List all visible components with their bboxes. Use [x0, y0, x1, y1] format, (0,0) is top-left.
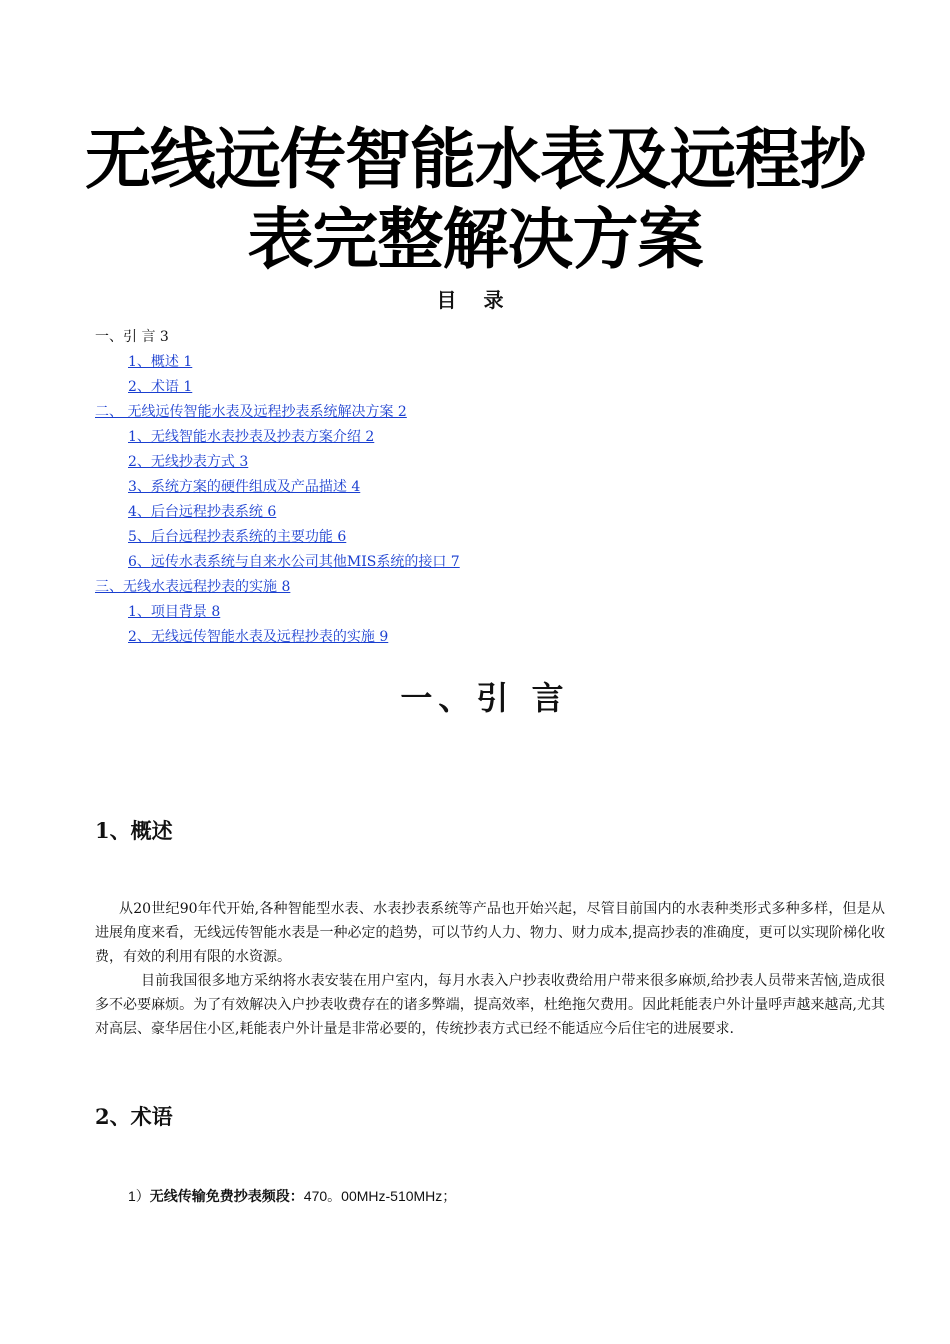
toc-link[interactable]: 4、后台远程抄表系统 6 — [128, 504, 277, 520]
toc-link[interactable]: 5、后台远程抄表系统的主要功能 6 — [128, 529, 347, 545]
toc-item-solution[interactable] — [95, 400, 875, 425]
toc-link[interactable]: 1、概述 1 — [128, 354, 193, 370]
toc-item-label: 一、引 言 3 — [95, 329, 169, 345]
toc-item-terms[interactable] — [95, 375, 875, 400]
toc-item-implementation[interactable] — [95, 575, 875, 600]
toc-link[interactable]: 三、无线水表远程抄表的实施 8 — [95, 579, 291, 595]
toc-link[interactable]: 2、术语 1 — [128, 379, 193, 395]
document-title: 无线远传智能水表及远程抄表完整解决方案 — [85, 121, 865, 278]
term-label: 无线传输免费抄表频段： — [149, 1189, 304, 1205]
toc-link[interactable]: 1、项目背景 8 — [128, 604, 221, 620]
toc-item-backend-functions[interactable] — [95, 525, 875, 550]
toc-link[interactable]: 3、系统方案的硬件组成及产品描述 4 — [128, 479, 361, 495]
term-item — [128, 1185, 456, 1208]
toc-item-background[interactable] — [95, 600, 875, 625]
toc-item-mis-interface[interactable] — [95, 550, 875, 575]
subsection-heading-overview: 1、概述 — [95, 818, 173, 843]
subsection-heading-terms: 2、术语 — [95, 1104, 173, 1129]
toc-item-wireless-method[interactable] — [95, 450, 875, 475]
toc-heading: 目 录 — [436, 288, 514, 312]
toc-item-implementation-detail[interactable] — [95, 625, 875, 650]
toc-link[interactable]: 1、无线智能水表抄表及抄表方案介绍 2 — [128, 429, 375, 445]
term-prefix: 1） — [128, 1188, 150, 1204]
toc-item-overview[interactable] — [95, 350, 875, 375]
toc-link[interactable]: 2、无线抄表方式 3 — [128, 454, 249, 470]
term-value: 470。00MHz-510MHz； — [303, 1188, 457, 1204]
toc-link[interactable]: 二、 无线远传智能水表及远程抄表系统解决方案 2 — [95, 404, 407, 420]
toc-item-hardware[interactable] — [95, 475, 875, 500]
paragraph-overview-1: 从20世纪90年代开始,各种智能型水表、水表抄表系统等产品也开始兴起，尽管目前国内的水表种类形式多种多样，但是从进展角度来看，无线远传智能水表是一种必定的趋势，可以节约人力、物力、财力成本,提高抄表的准确度，更可以实现阶梯化收费，有效的利用有限的水资源。 — [95, 901, 885, 965]
table-of-contents — [95, 325, 875, 650]
toc-item-solution-intro[interactable] — [95, 425, 875, 450]
toc-item-backend-system[interactable] — [95, 500, 875, 525]
toc-link[interactable]: 2、无线远传智能水表及远程抄表的实施 9 — [128, 629, 389, 645]
paragraph-overview-2: 目前我国很多地方采纳将水表安装在用户室内，每月水表入户抄表收费给用户带来很多麻烦,给抄表人员带来苦恼,造成很多不必要麻烦。为了有效解决入户抄表收费存在的诸多弊端，提高效率，杜绝拖欠费用。因此耗能表户外计量呼声越来越高,尤其对高层、豪华居住小区,耗能表户外计量是非常必要的，传统抄表方式已经不能适应今后住宅的进展要求. — [95, 973, 885, 1037]
section-title: 一、引 言 — [400, 679, 570, 717]
toc-item-intro — [95, 325, 875, 350]
toc-link[interactable]: 6、远传水表系统与自来水公司其他MIS系统的接口 7 — [128, 554, 460, 570]
